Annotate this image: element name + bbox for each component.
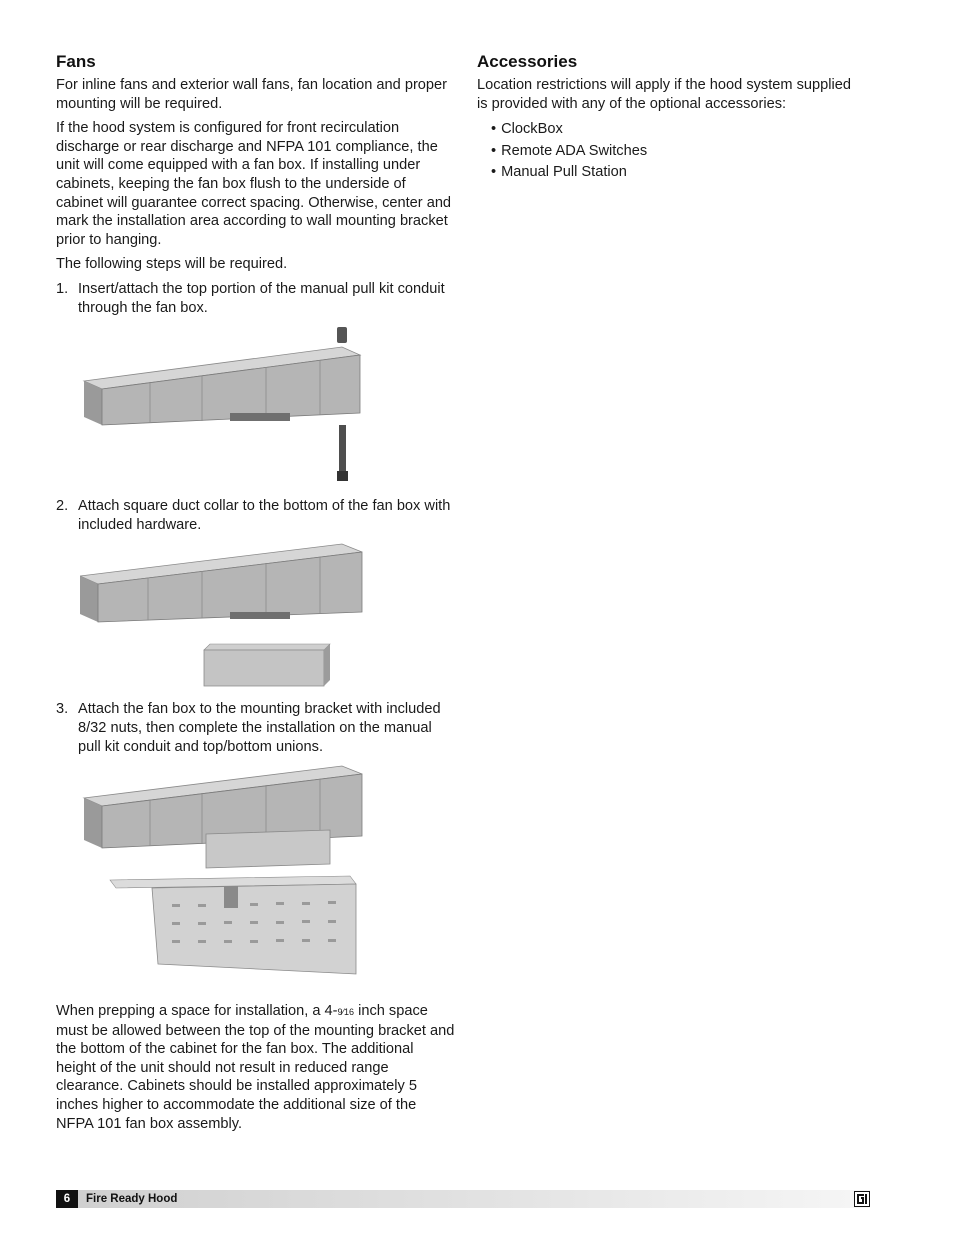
step-number: 2. [56,498,69,515]
list-item: • ClockBox [491,119,857,141]
step-text: Attach the fan box to the mounting bracket with included 8/32 nuts, then complete the installation on the manual pull kit conduit and top/bottom unions. [78,701,441,755]
accessories-list [491,119,857,184]
step-2-illustration [80,542,456,700]
step-number: 1. [56,280,69,297]
page-footer [56,1190,870,1208]
fans-steps-intro: The following steps will be required. [56,256,288,273]
fans-section [56,52,456,1139]
page-number: 6 [56,1190,78,1208]
step-2 [56,497,456,534]
step-3-illustration [80,764,456,1002]
greenheck-logo-icon [854,1191,870,1212]
footer-title: Fire Ready Hood [86,1193,178,1205]
list-item: • Manual Pull Station [491,162,857,184]
accessories-section [477,52,857,184]
step-text: Insert/attach the top portion of the manual pull kit conduit through the fan box. [78,280,445,316]
closing-text-start: When prepping a space for installation, a 4- [56,1003,338,1020]
step-number: 3. [56,701,69,718]
step-text: Attach square duct collar to the bottom of the fan box with included hardware. [78,498,451,533]
closing-fraction: 9⁄16 [337,1007,355,1018]
fans-closing-paragraph [56,1002,456,1133]
step-3 [56,700,456,756]
step-1 [56,280,456,317]
accessories-heading: Accessories [477,52,578,71]
fans-config-paragraph: If the hood system is configured for front recirculation discharge or rear discharge and NFPA 101 compliance, the unit will come equipped with a fan box. If installing under cabinets, keeping the fan box flush to the underside of cabinet will guarantee correct spacing. Otherwise, center and mark the installation area according to wall mounting bracket prior to hanging. [56,120,452,248]
fans-intro-paragraph: For inline fans and exterior wall fans, fan location and proper mounting will be required. [56,77,448,112]
fans-heading: Fans [56,52,96,71]
closing-text-end: inch space must be allowed between the top of the mounting bracket and the bottom of the cabinet for the fan box. The additional height of the unit should not result in reduced range clearance. Cabinets should be installed approximately 5 inches higher to accommodate the additional size of the NFPA 101 fan box assembly. [56,1003,455,1132]
list-item: • Remote ADA Switches [491,141,857,163]
step-1-illustration [80,325,456,497]
accessories-intro: Location restrictions will apply if the hood system supplied is provided with any of the optional accessories: [477,77,851,112]
